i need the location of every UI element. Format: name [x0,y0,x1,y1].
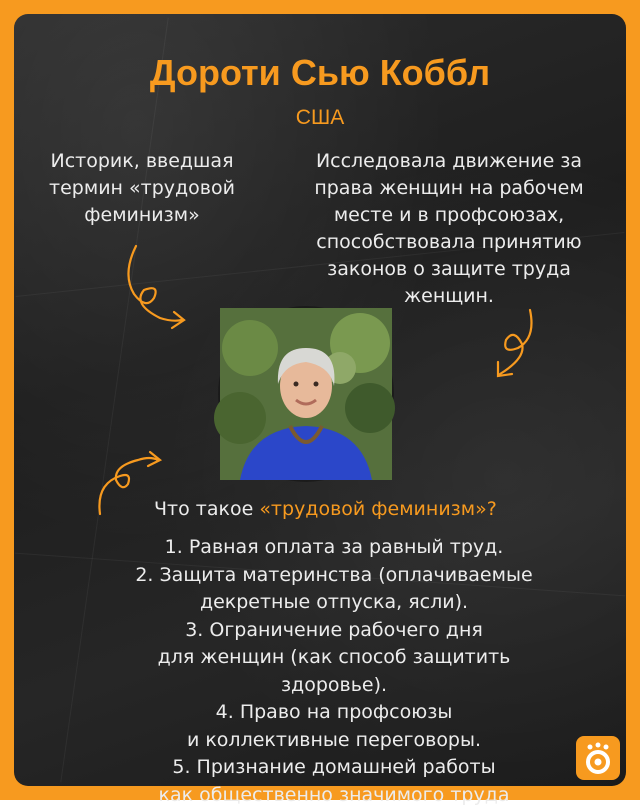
country-label: США [14,106,626,130]
right-note-line: месте и в профсоюзах, [294,202,604,229]
logo-badge [576,736,620,780]
list-item: 2. Защита материнства (оплачиваемые [84,562,584,590]
right-note-line: законов о защите труда [294,256,604,283]
question-line [154,498,497,520]
principles-list [84,534,584,809]
list-item: для женщин (как способ защитить [84,644,584,672]
list-item: 1. Равная оплата за равный труд. [84,534,584,562]
list-item: и коллективные переговоры. [84,727,584,755]
content-card [14,14,626,786]
list-item: 3. Ограничение рабочего дня [84,617,584,645]
list-item: 4. Право на профсоюзы [84,699,584,727]
page-title: Дороти Сью Коббл [14,52,626,94]
hand-drawn-arrow-icon [500,310,532,374]
left-note-line: термин «трудовой [32,175,252,202]
list-item: здоровье). [84,672,584,700]
question-highlight: «трудовой феминизм»? [259,498,497,520]
right-note-line: Исследовала движение за [294,148,604,175]
left-note-line: феминизм» [32,202,252,229]
right-note-line: женщин. [294,283,604,310]
right-note-line: права женщин на рабочем [294,175,604,202]
logo-icon [576,736,620,780]
question-prefix: Что такое [154,498,259,520]
list-item: декретные отпуска, ясли). [84,589,584,617]
left-note-line: Историк, введшая [32,148,252,175]
list-item: как общественно значимого труда [84,782,584,809]
right-note-line: способствовала принятию [294,229,604,256]
hand-drawn-arrow-icon [128,246,182,321]
list-item: 5. Признание домашней работы [84,754,584,782]
